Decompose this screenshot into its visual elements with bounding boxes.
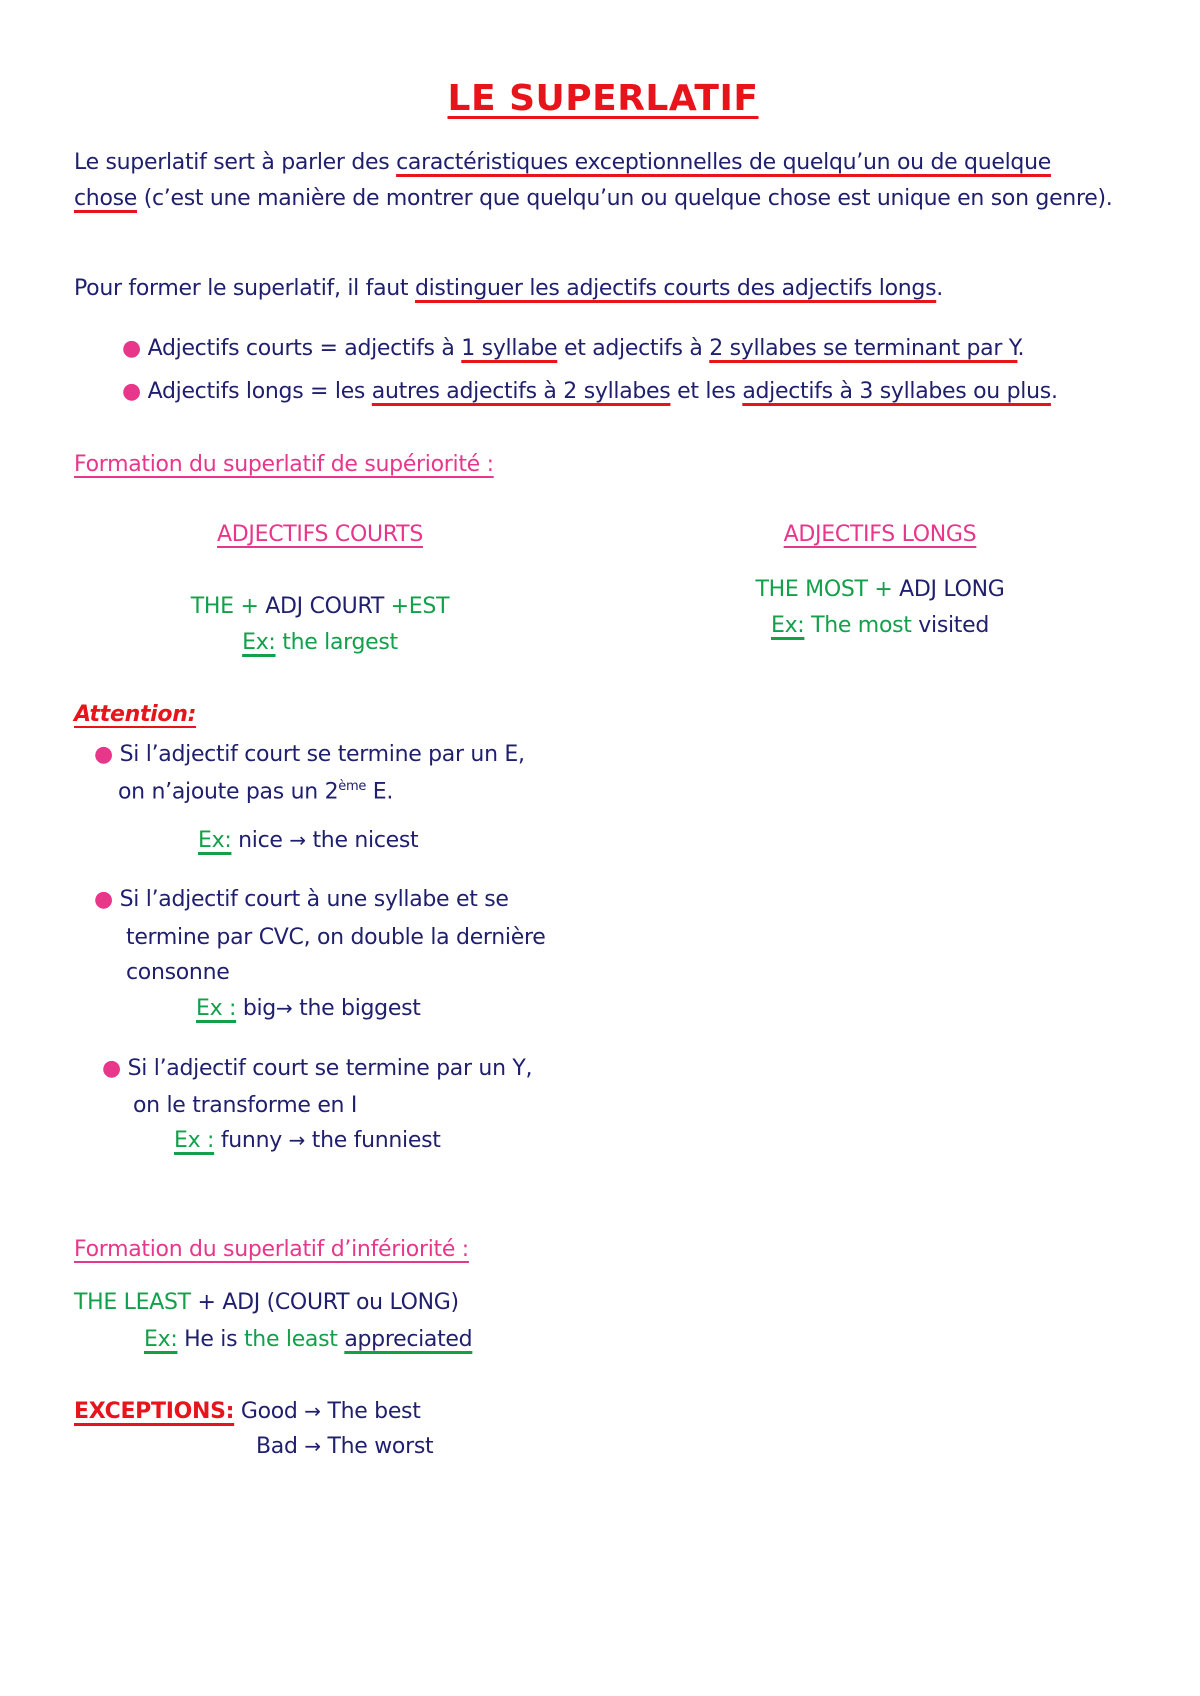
intro-text: Le superlatif sert à parler des [74, 150, 397, 175]
bullet-dot-icon: ● [102, 1056, 121, 1081]
rule-text: on n’ajoute pas un 2 [118, 779, 339, 805]
bullet-text: et les [670, 379, 743, 404]
example-text: the larg [275, 630, 366, 655]
example-the-least: the least [243, 1327, 338, 1352]
bullet-text: . [1050, 379, 1058, 404]
example-label: Ex : [196, 996, 237, 1021]
bullet-text: Adjectifs longs = les [147, 379, 372, 404]
exceptions-label: EXCEPTIONS: [74, 1399, 235, 1424]
rule-1-line-1 [94, 742, 525, 767]
bullet-highlight: adjectifs à 3 syllabes ou plus [742, 379, 1051, 404]
bullet-long-adjectives [122, 379, 1058, 404]
bullet-highlight: autres adjectifs à 2 syllabes [371, 379, 671, 404]
page-title: LE SUPERLATIF [447, 78, 759, 119]
formula-the-least: THE LEAST [74, 1290, 191, 1315]
arrow-right-icon: → [289, 828, 306, 852]
bullet-dot-icon: ● [94, 742, 113, 767]
intro-line-2 [74, 186, 1112, 211]
long-adjectives-heading: ADJECTIFS LONGS [783, 522, 977, 547]
example-from: funny [214, 1128, 289, 1153]
example-text: He is [177, 1327, 244, 1352]
example-from: big [236, 996, 276, 1021]
bullet-highlight: 2 syllabes se terminant par Y [709, 336, 1018, 361]
exceptions-row-2 [256, 1434, 433, 1459]
arrow-right-icon: → [304, 1399, 321, 1423]
example-to: the funniest [305, 1128, 441, 1153]
bullet-dot-icon: ● [94, 887, 113, 912]
exception-to: The worst [320, 1434, 434, 1459]
short-example [242, 630, 398, 655]
exception-from: Bad [256, 1434, 305, 1459]
long-example [771, 613, 989, 638]
example-label: Ex : [174, 1128, 215, 1153]
arrow-right-icon: → [304, 1434, 321, 1458]
formula-adj: + ADJ (COURT ou LONG) [190, 1290, 459, 1315]
superiority-heading: Formation du superlatif de supériorité : [74, 452, 494, 477]
example-label: Ex: [144, 1327, 178, 1352]
example-label: Ex: [198, 828, 232, 853]
rule-3-example [174, 1128, 441, 1153]
intro-highlight: caractéristiques exceptionnelles de quelqu’un ou de quelque [396, 150, 1051, 175]
example-suffix: est [365, 630, 398, 655]
formation-highlight: distinguer les adjectifs courts des adjectifs longs [414, 276, 937, 301]
rule-3-line-1 [102, 1056, 532, 1081]
formation-end: . [936, 276, 943, 301]
formula-the: THE + [190, 594, 266, 619]
intro-highlight-2: chose [74, 186, 137, 211]
example-label: Ex: [242, 630, 276, 655]
exception-to: The best [320, 1399, 421, 1424]
formula-the-most: THE MOST + [755, 577, 900, 602]
attention-label: Attention: [74, 702, 197, 727]
inferiority-heading: Formation du superlatif d’infériorité : [74, 1237, 469, 1262]
rule-2-line-2: termine par CVC, on double la dernière [126, 925, 546, 950]
arrow-right-icon: → [288, 1128, 306, 1152]
bullet-highlight: 1 syllabe [461, 336, 558, 361]
example-from: nice [231, 828, 290, 853]
example-to: the nicest [305, 828, 419, 853]
rule-1-line-2 [118, 779, 393, 804]
rule-1-example [198, 828, 418, 853]
exception-from: Good [234, 1399, 305, 1424]
example-word: appreciated [344, 1327, 473, 1352]
intro-text-2: (c’est une manière de montrer que quelqu’un ou quelque chose est unique en son genre). [137, 186, 1113, 211]
formation-text: Pour former le superlatif, il faut [74, 276, 415, 301]
example-word: visited [918, 613, 990, 638]
bullet-dot-icon: ● [122, 379, 141, 404]
rule-2-line-3: consonne [126, 960, 230, 985]
rule-2-example [196, 996, 421, 1021]
short-adjectives-heading: ADJECTIFS COURTS [217, 522, 423, 547]
formula-est: +EST [383, 594, 450, 619]
bullet-short-adjectives [122, 336, 1024, 361]
bullet-dot-icon: ● [122, 336, 141, 361]
rule-2-line-1 [94, 887, 509, 912]
formula-adj: ADJ COURT [265, 594, 384, 619]
exceptions-row-1 [74, 1399, 421, 1424]
intro-line-1 [74, 150, 1051, 175]
formula-adj: ADJ LONG [899, 577, 1005, 602]
example-to: the biggest [292, 996, 421, 1021]
long-formula [755, 577, 1004, 602]
arrow-right-icon: → [275, 996, 293, 1020]
bullet-text: Adjectifs courts = adjectifs à [147, 336, 462, 361]
short-formula [191, 594, 449, 619]
bullet-text: . [1017, 336, 1025, 361]
rule-text: Si l’adjectif court se termine par un E, [119, 742, 525, 767]
bullet-text: et adjectifs à [557, 336, 710, 361]
inferiority-formula [74, 1290, 459, 1315]
rule-3-line-2: on le transforme en I [133, 1093, 358, 1118]
rule-text: Si l’adjectif court se termine par un Y, [127, 1056, 533, 1081]
example-text: The most [804, 613, 919, 638]
formation-rule [74, 276, 943, 301]
example-label: Ex: [770, 613, 805, 638]
inferiority-example [144, 1327, 472, 1352]
rule-text: Si l’adjectif court à une syllabe et se [119, 887, 509, 912]
rule-text: E. [366, 779, 394, 805]
rule-sup: ème [338, 779, 367, 794]
